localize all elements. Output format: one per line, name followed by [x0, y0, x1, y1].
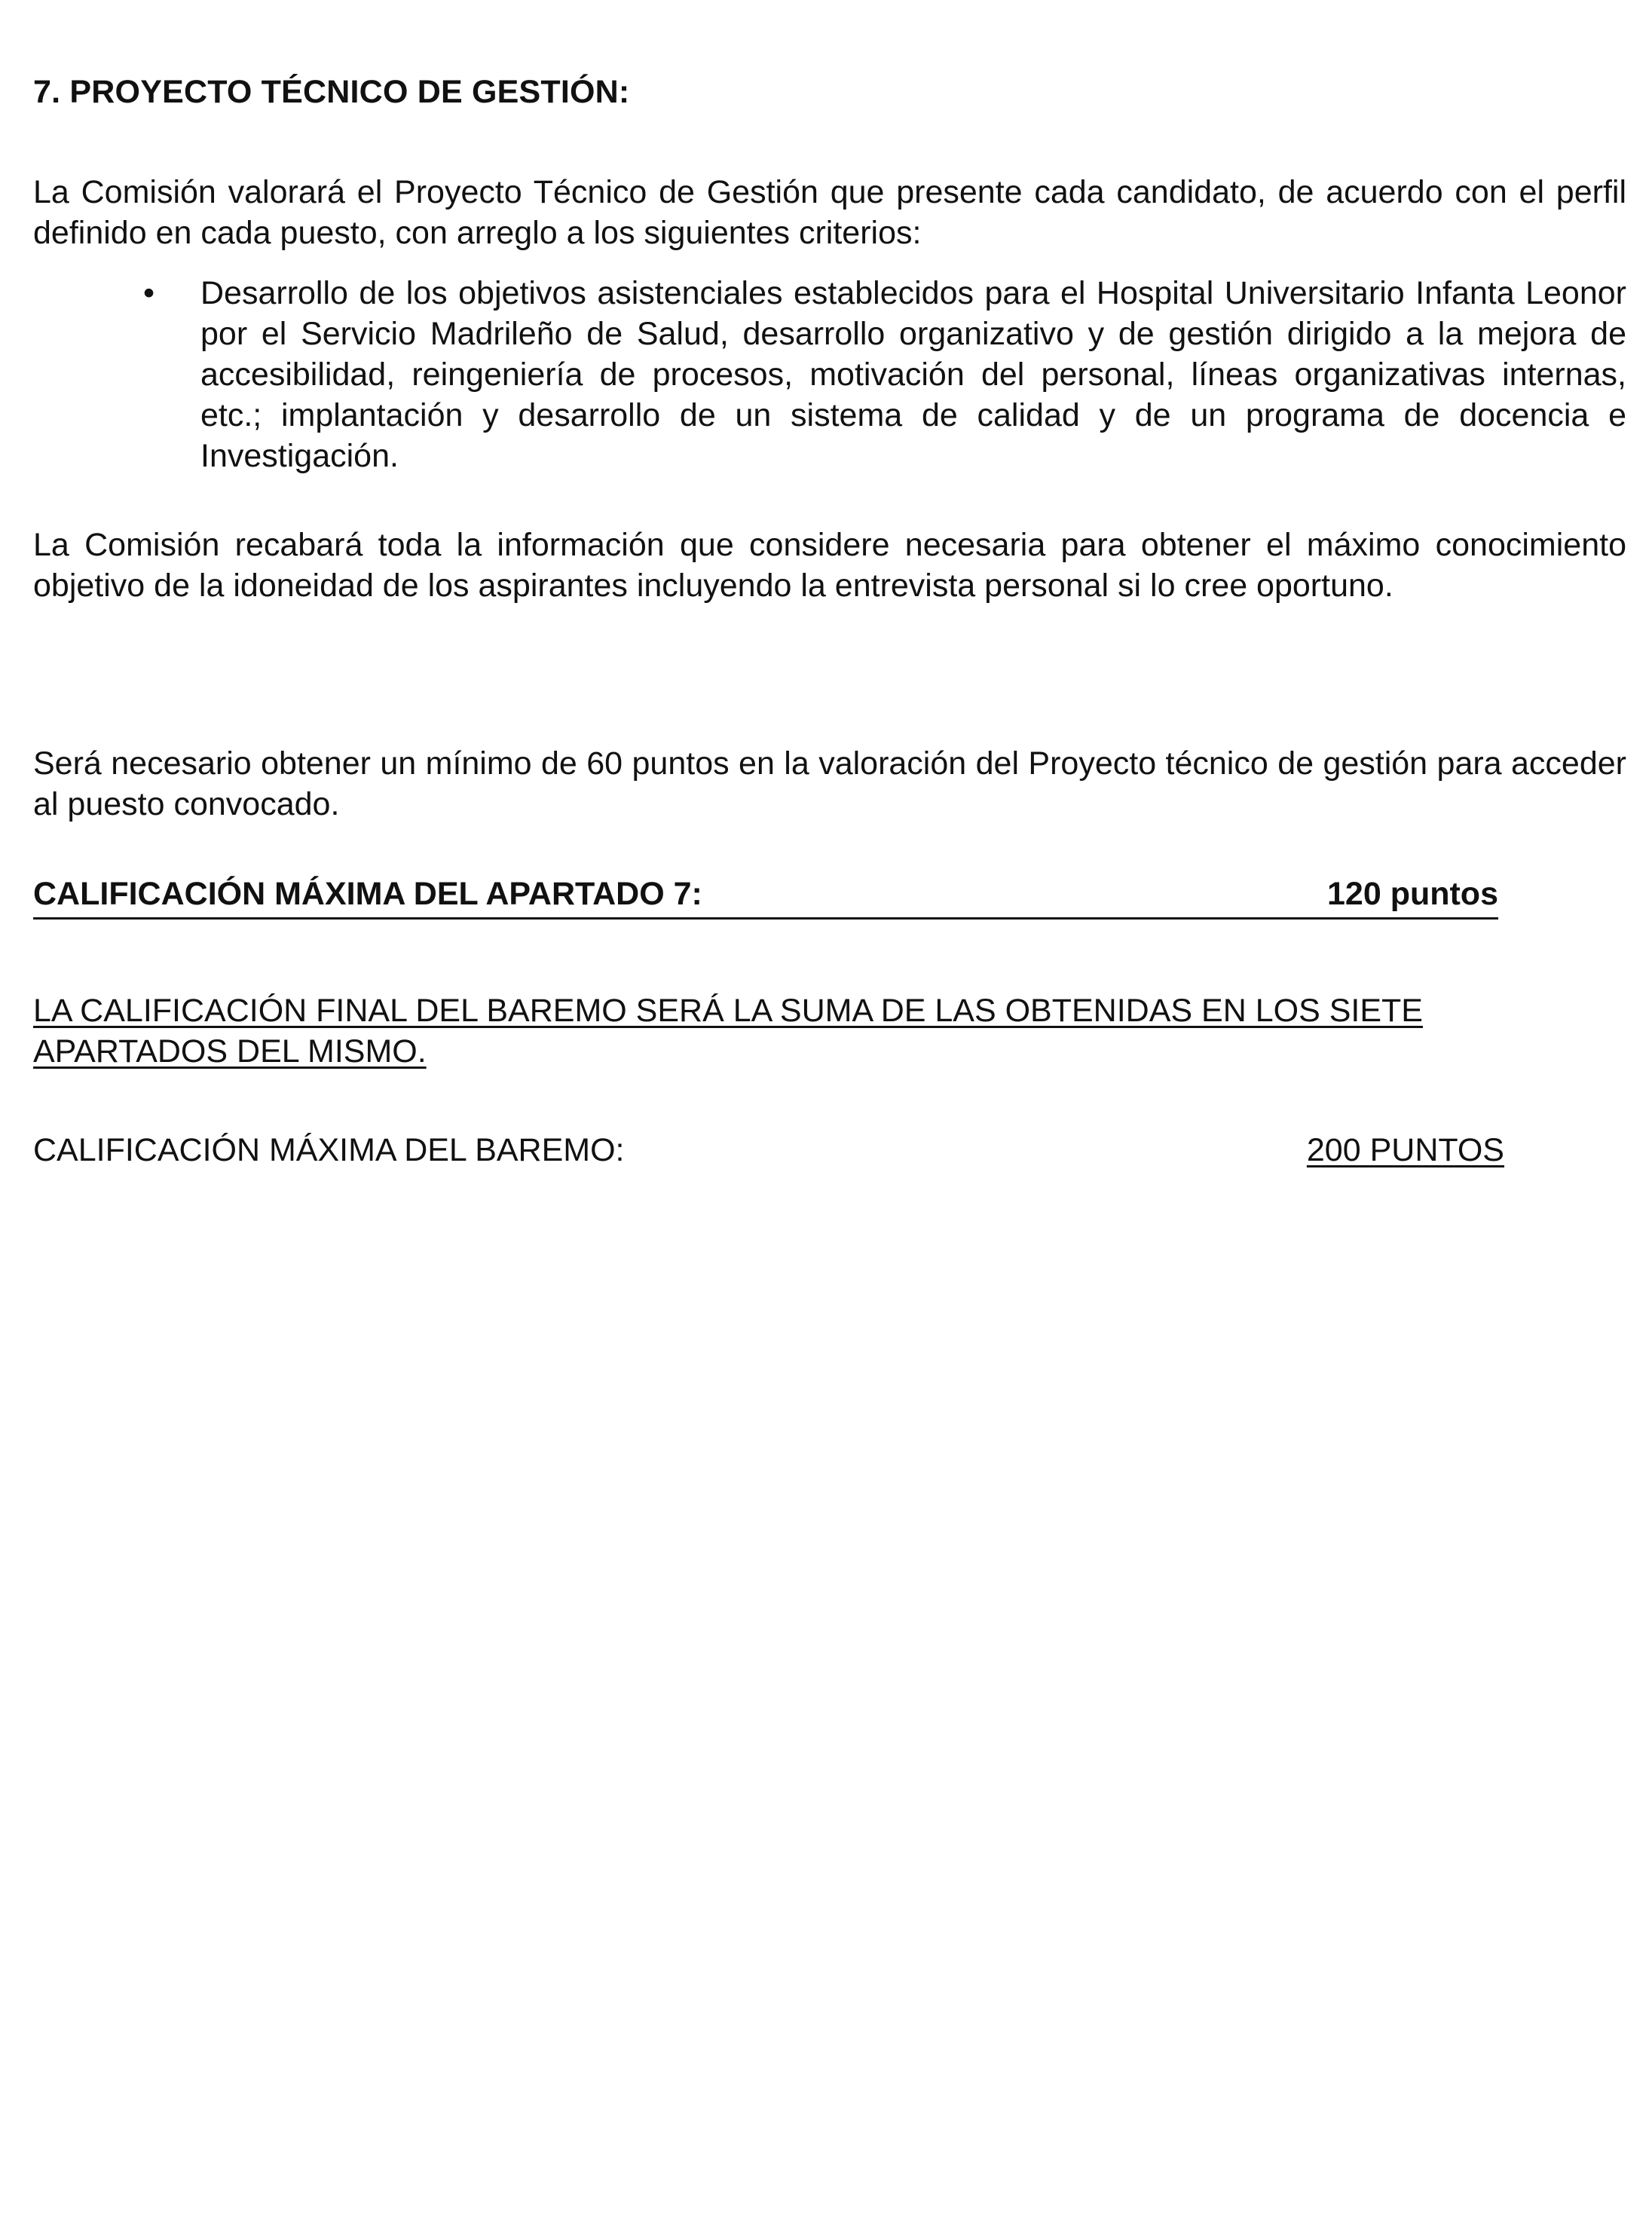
max-section-row: [33, 876, 1498, 921]
max-total-value: 200 PUNTOS: [1306, 1132, 1504, 1168]
criteria-item: [33, 273, 1626, 476]
max-total-row: [33, 1132, 1504, 1177]
underline-divider: [33, 917, 1498, 920]
bullet-icon: •: [143, 275, 155, 311]
criteria-text: Desarrollo de los objetivos asistenciales establecidos para el Hospital Universitario Infanta Leonor por el Servicio Madrileño de Salud, desarrollo organizativo y de gestión dirigido a la mejora de accesibilidad, reingeniería de procesos, motivación del personal, líneas organizativas internas, etc.; implantación y desarrollo de un sistema de calidad y de un programa de docencia e Investigación.: [200, 275, 1626, 474]
information-paragraph: La Comisión recabará toda la información que considere necesaria para obtener el máximo conocimiento objetivo de la idoneidad de los aspirantes incluyendo la entrevista personal si lo cree oportuno.: [33, 527, 1626, 604]
max-total-label: CALIFICACIÓN MÁXIMA DEL BAREMO:: [33, 1132, 625, 1168]
max-section-value: 120 puntos: [1327, 876, 1498, 912]
final-note: LA CALIFICACIÓN FINAL DEL BAREMO SERÁ LA SUMA DE LAS OBTENIDAS EN LOS SIETE APARTADOS DEL MISMO.: [33, 993, 1423, 1070]
section-heading: 7. PROYECTO TÉCNICO DE GESTIÓN:: [33, 74, 630, 110]
criteria-list: [33, 273, 1626, 476]
intro-paragraph: La Comisión valorará el Proyecto Técnico de Gestión que presente cada candidato, de acuerdo con el perfil definido en cada puesto, con arreglo a los siguientes criterios:: [33, 174, 1626, 251]
minimum-paragraph: Será necesario obtener un mínimo de 60 puntos en la valoración del Proyecto técnico de gestión para acceder al puesto convocado.: [33, 745, 1626, 822]
max-section-label: CALIFICACIÓN MÁXIMA DEL APARTADO 7:: [33, 876, 702, 912]
